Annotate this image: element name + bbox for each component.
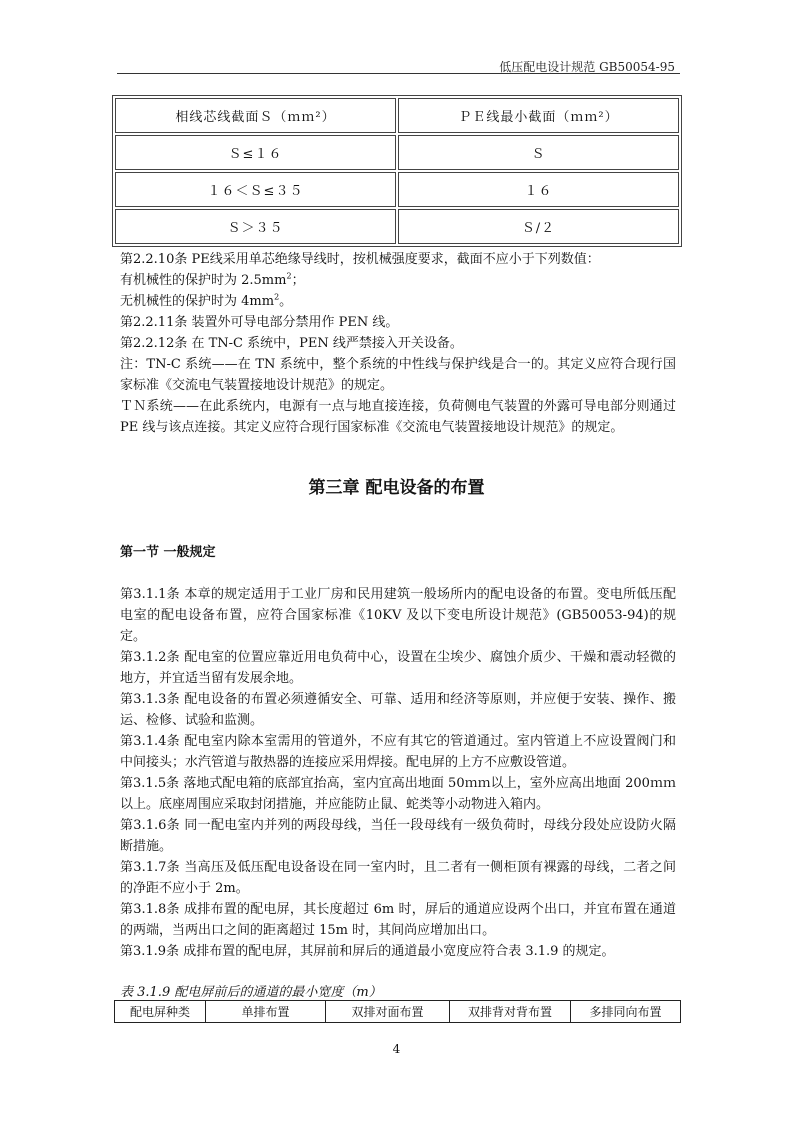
passage-width-table <box>114 1000 681 1023</box>
clause-2-2-10: 第2.2.10条 PE线采用单芯绝缘导线时，按机械强度要求，截面不应小于下列数值： <box>120 252 600 267</box>
table-row <box>115 209 679 244</box>
table-header-cell: 双排背对背布置 <box>450 1001 571 1023</box>
table-header-cell: 配电屏种类 <box>115 1001 206 1023</box>
table-caption: 表 3.1.9 配电屏前后的通道的最小宽度（m） <box>120 985 382 1000</box>
superscript: 2 <box>274 292 280 302</box>
clause-3-1-6: 第3.1.6条 同一配电室内并列的两段母线，当任一段母线有一级负荷时，母线分段处应设防火隔断措施。 <box>120 818 676 854</box>
item-punct: 。 <box>279 294 293 309</box>
table-header-cell: 单排布置 <box>206 1001 326 1023</box>
clause-2-2-10-item-1 <box>120 270 676 291</box>
table-row <box>115 172 679 207</box>
clause-3-1-8: 第3.1.8条 成排布置的配电屏，其长度超过 6m 时，屏后的通道应设两个出口，并宜布置在通道的两端，当两出口之间的距离超过 15m 时，其间尚应增加出口。 <box>120 902 676 938</box>
note-tn: ＴＮ系统——在此系统内，电源有一点与地直接连接，负荷侧电气装置的外露可导电部分则通过 PE 线与该点连接。其定义应符合现行国家标准《交流电气装置接地设计规范》的规定。 <box>120 399 676 435</box>
note-tn-c: 注：TN-C 系统——在 TN 系统中，整个系统的中性线与保护线是合一的。其定义应符合现行国家标准《交流电气装置接地设计规范》的规定。 <box>120 357 676 393</box>
section-title: 第一节 一般规定 <box>120 545 216 560</box>
clause-3-1-5: 第3.1.5条 落地式配电箱的底部宜抬高，室内宜高出地面 50ｍｍ以上，室外应高出地面 200ｍｍ以上。底座周围应采取封闭措施，并应能防止鼠、蛇类等小动物进入箱内。 <box>120 776 676 812</box>
header-rule <box>117 73 680 74</box>
running-header: 低压配电设计规范 GB50054-95 <box>499 60 675 74</box>
table-cell: Ｓ＞３５ <box>115 209 396 244</box>
table-cell: １６＜Ｓ≤３５ <box>115 172 396 207</box>
table-cell: Ｓ/２ <box>398 209 679 244</box>
pe-cross-section-table <box>112 95 682 247</box>
table-cell: Ｓ <box>398 135 679 170</box>
clause-3-1-9: 第3.1.9条 成排布置的配电屏，其屏前和屏后的通道最小宽度应符合表 3.1.9 的规定。 <box>120 944 615 959</box>
clause-3-1-7: 第3.1.7条 当高压及低压配电设备设在同一室内时，且二者有一侧柜顶有裸露的母线，二者之间的净距不应小于 2m。 <box>120 860 676 896</box>
item-punct: ； <box>291 273 305 288</box>
item-text: 有机械性的保护时为 2.5mm <box>120 273 287 288</box>
table-row <box>115 135 679 170</box>
table-header-cell: 多排同向布置 <box>571 1001 681 1023</box>
clause-2-2-11: 第2.2.11条 装置外可导电部分禁用作 PEN 线。 <box>120 315 399 330</box>
table-header-cell: ＰＥ线最小截面（ｍｍ²） <box>398 98 679 133</box>
clause-3-1-1: 第3.1.1条 本章的规定适用于工业厂房和民用建筑一般场所内的配电设备的布置。变电所低压配电室的配电设备布置，应符合国家标准《10KV 及以下变电所设计规范》(GB50053-94)的规定。 <box>120 587 676 644</box>
page-number: 4 <box>392 1042 401 1056</box>
item-text: 无机械性的保护时为 4mm <box>120 294 275 309</box>
table-header-cell: 双排对面布置 <box>326 1001 450 1023</box>
clause-2-2-12: 第2.2.12条 在 TN-C 系统中，PEN 线严禁接入开关设备。 <box>120 336 463 351</box>
clause-2-2-10-item-2 <box>120 291 676 312</box>
clause-3-1-2: 第3.1.2条 配电室的位置应靠近用电负荷中心，设置在尘埃少、腐蚀介质少、干燥和震动轻微的地方，并宜适当留有发展余地。 <box>120 650 676 686</box>
table-header-cell: 相线芯线截面Ｓ（ｍｍ²） <box>115 98 396 133</box>
clause-3-1-4: 第3.1.4条 配电室内除本室需用的管道外，不应有其它的管道通过。室内管道上不应设置阀门和中间接头；水汽管道与散热器的连接应采用焊接。配电屏的上方不应敷设管道。 <box>120 734 676 770</box>
table-header-row <box>115 98 679 133</box>
superscript: 2 <box>286 271 292 281</box>
table-cell: １６ <box>398 172 679 207</box>
pe-rules-block <box>120 249 676 438</box>
general-rules-block <box>120 584 676 962</box>
table-header-row <box>115 1001 681 1023</box>
clause-3-1-3: 第3.1.3条 配电设备的布置必须遵循安全、可靠、适用和经济等原则，并应便于安装、操作、搬运、检修、试验和监测。 <box>120 692 676 728</box>
table-cell: Ｓ≤１６ <box>115 135 396 170</box>
chapter-title: 第三章 配电设备的布置 <box>308 478 485 498</box>
